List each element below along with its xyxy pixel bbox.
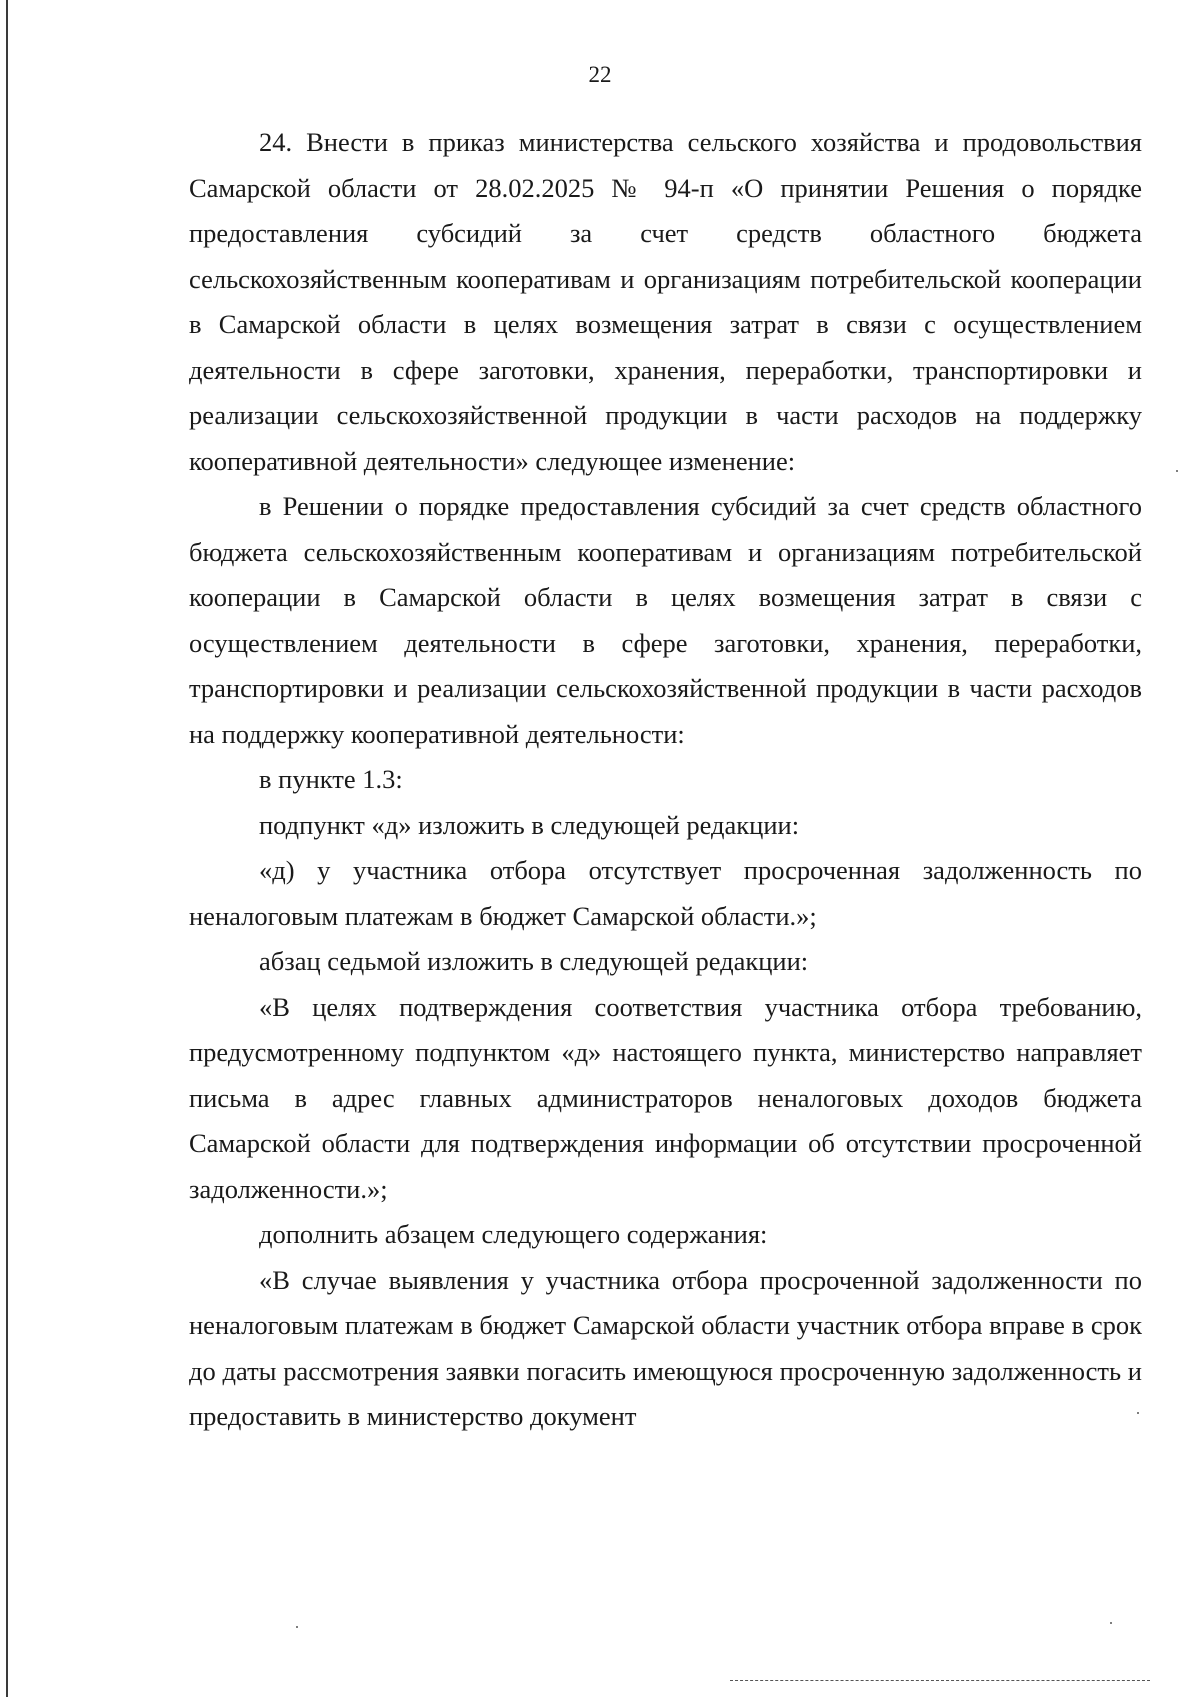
paragraph-item-24: 24. Внести в приказ министерства сельского хозяйства и продовольствия Самарской области от 28.02.2025 № 94-п «О принятии Решения о порядке предоставления субсидий за счет средств областного бюджета сельскохозяйственным кооперативам и организациям потребительской кооперации в Самарской области в целях возмещения затрат в связи с осуществлением деятельности в сфере заготовки, хранения, переработки, транспортировки и реализации сельскохозяйственной продукции в части расходов на поддержку кооперативной деятельности» следующее изменение: [189,127,1142,476]
document-body [189,120,1142,1440]
paragraph-supplement-text: «В случае выявления у участника отбора просроченной задолженности по неналоговым платежам в бюджет Самарской области участник отбора вправе в срок до даты рассмотрения заявки погасить имеющуюся просроченную задолженность и предоставить в министерство документ [189,1264,1142,1431]
paragraph-subclause-d-intro: подпункт «д» изложить в следующей редакции: [259,809,800,840]
paragraph-seventh-text: «В целях подтверждения соответствия участника отбора требованию, предусмотренному подпунктом «д» настоящего пункта, министерство направляет письма в адрес главных администраторов неналоговых доходов бюджета Самарской области для подтверждения информации об отсутствии просроченной задолженности.»; [189,991,1142,1204]
scan-speck [1176,470,1178,472]
paragraph-supplement-intro: дополнить абзацем следующего содержания: [259,1219,768,1249]
page-number: 22 [588,62,612,87]
scan-speck [296,1626,298,1628]
scan-left-edge [6,0,8,1697]
paragraph-decision-amendment: в Решении о порядке предоставления субсидий за счет средств областного бюджета сельскохозяйственным кооперативам и организациям потребительской кооперации в Самарской области в целях возмещения затрат в связи с осуществлением деятельности в сфере заготовки, хранения, переработки, транспортировки и реализации сельскохозяйственной продукции в части расходов на поддержку кооперативной деятельности: [189,491,1142,749]
scan-speck [1137,1412,1139,1414]
paragraph-seventh-intro: абзац седьмой изложить в следующей редакции: [259,946,809,976]
scan-speck [1110,1622,1112,1624]
scan-bottom-edge [730,1680,1150,1681]
paragraph-clause-1-3: в пункте 1.3: [259,764,403,794]
paragraph-subclause-d-text: «д) у участника отбора отсутствует просроченная задолженность по неналоговым платежам в бюджет Самарской области.»; [189,855,1142,931]
